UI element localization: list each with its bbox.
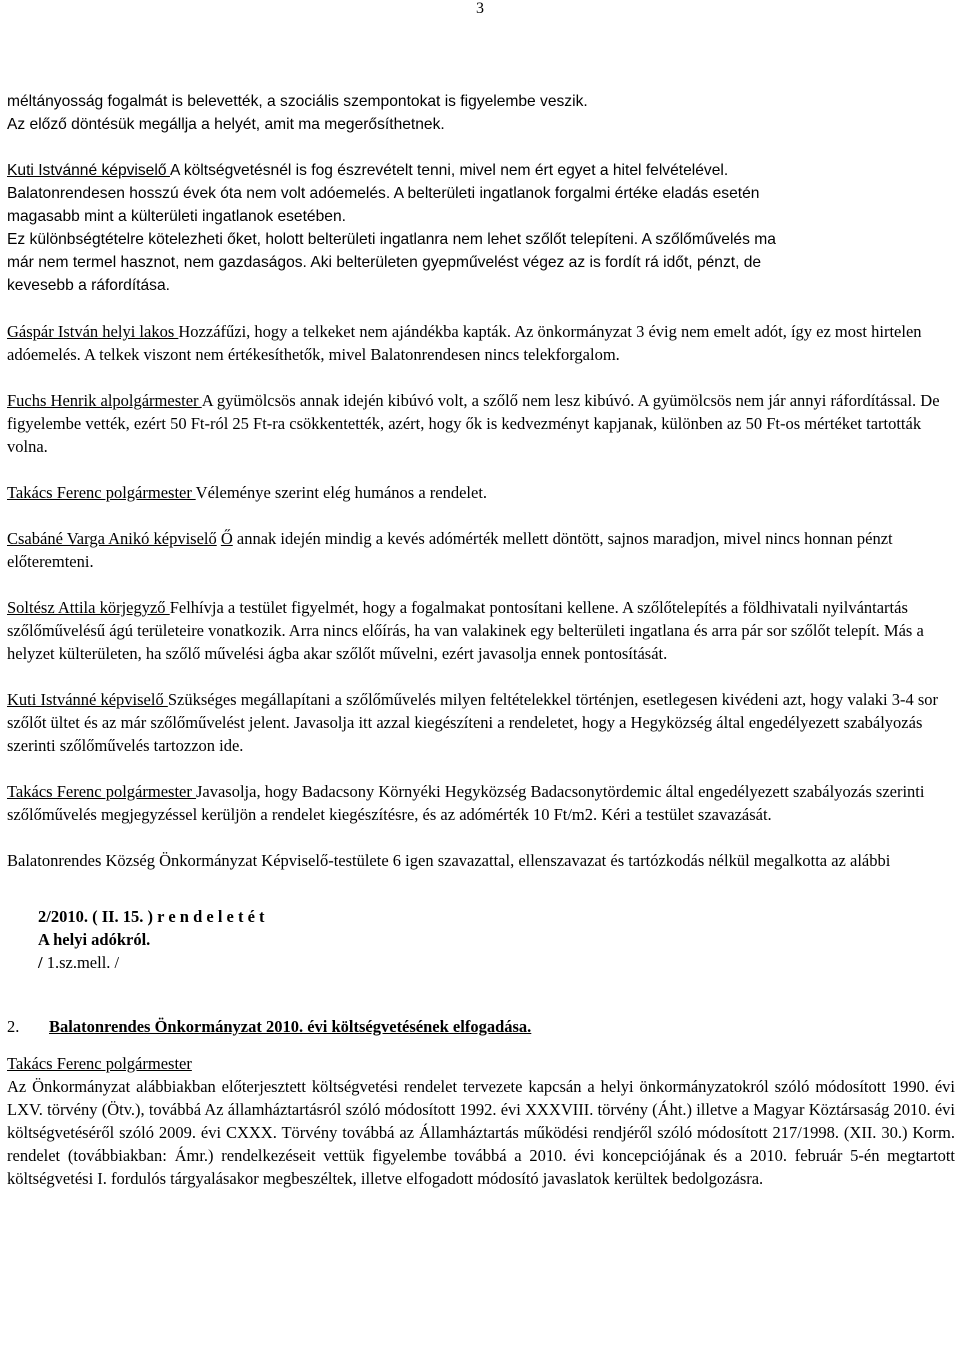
paragraph-line: Az előző döntésük megállja a helyét, amit ma megerősíthetnek. xyxy=(7,116,445,133)
speaker-paragraph xyxy=(7,780,955,826)
speaker-paragraph xyxy=(7,159,955,182)
speaker-paragraph xyxy=(7,596,955,665)
speaker-name: Gáspár István helyi lakos xyxy=(7,322,179,341)
speech-text: A belterületi ingatlanok forgalmi értéke eladás esetén xyxy=(390,185,760,202)
paragraph-line xyxy=(7,228,955,251)
speaker-paragraph xyxy=(7,688,955,757)
paragraph-line: méltányosság fogalmát is belevették, a szociális szempontokat is figyelembe veszik. xyxy=(7,93,588,110)
speaker-paragraph xyxy=(7,481,955,504)
speaker-paragraph xyxy=(7,527,955,573)
document-body xyxy=(7,90,955,1190)
speaker-name: Takács Ferenc polgármester xyxy=(7,1054,192,1073)
speech-text: annak idején mindig a kevés adómérték mellett döntött, sajnos maradjon, mivel nincs honnan pénzt előteremteni. xyxy=(7,529,893,571)
speech-text: Balatonrendesen hosszú évek óta nem volt adóemelés. xyxy=(7,185,391,202)
speaker-name: Kuti Istvánné képviselő xyxy=(7,690,168,709)
paragraph-line xyxy=(7,251,955,274)
decree-attachment xyxy=(38,951,955,974)
agenda-number: 2. xyxy=(7,1017,20,1036)
speech-text: A költségvetésnél is fog észrevételt tenni, mivel nem ért egyet a hitel felvételével. xyxy=(169,162,729,179)
speaker-paragraph xyxy=(7,389,955,458)
speaker-name: Fuchs Henrik alpolgármester xyxy=(7,391,202,410)
decree-attachment-text: 1.sz.mell. / xyxy=(42,953,120,972)
decree-number: 2/2010. ( II. 15. ) r e n d e l e t é t xyxy=(38,907,265,926)
paragraph-line: kevesebb a ráfordítása. xyxy=(7,277,170,294)
speaker-name: Csabáné Varga Anikó képviselő xyxy=(7,529,217,548)
resolution-paragraph: Balatonrendes Község Önkormányzat Képviselő-testülete 6 igen szavazattal, ellenszavazat és tartózkodás nélkül megalkotta az alábbi xyxy=(7,851,891,870)
agenda-item xyxy=(7,1015,955,1038)
speaker-name: Soltész Attila körjegyző xyxy=(7,598,170,617)
first-word: Ő xyxy=(220,529,233,548)
speaker-name: Takács Ferenc polgármester xyxy=(7,483,196,502)
decree-title: A helyi adókról. xyxy=(38,930,151,949)
decree-block xyxy=(38,905,955,974)
speech-text: Szükséges megállapítani a szőlőművelés milyen feltételekkel történjen, esetlegesen kivédeni azt, hogy valaki 3-4 sor szőlőt ültet és az már szőlőművelést jelent. Javasolja itt azzal kiegészíteni a rendeletet, hogy a Hegyközség által engedélyezett szabályozás szerinti szőlőművelés tartozzon ide. xyxy=(7,690,939,755)
speech-text: A szőlőművelés ma xyxy=(638,231,776,248)
page-number: 3 xyxy=(476,0,484,17)
speech-text: Aki belterületen gyepművelést végez az is fordít rá időt, pénzt, de xyxy=(306,254,762,271)
paragraph-line: magasabb mint a külterületi ingatlanok esetében. xyxy=(7,208,346,225)
speaker-name: Takács Ferenc polgármester xyxy=(7,782,196,801)
speech-text: Ez különbségtételre kötelezheti őket, holott belterületi ingatlanra nem lehet szőlőt telepíteni. xyxy=(7,231,639,248)
agenda-title: Balatonrendes Önkormányzat 2010. évi költségvetésének elfogadása. xyxy=(49,1017,532,1036)
speech-text: Hozzáfűzi, hogy a telkeket nem ajándékba kapták. Az önkormányzat 3 évig nem emelt adót, így ez most hirtelen adóemelés. A telkek viszont nem értékesíthetők, mivel Balatonrendesen nincs telekforgalom. xyxy=(7,322,922,364)
speech-text: már nem termel hasznot, nem gazdaságos. xyxy=(7,254,307,271)
speaker-paragraph xyxy=(7,320,955,366)
speaker-name: Kuti Istvánné képviselő xyxy=(7,162,170,179)
paragraph-line xyxy=(7,182,955,205)
speech-text: Felhívja a testület figyelmét, hogy a fogalmakat pontosítani kellene. A szőlőtelepítés a földhivatali nyilvántartás szőlőművelésű ágú területeire vonatkozik. Arra nincs előírás, ha van valakinek egy belterületi ingatlana és arra pár sor szőlőt telepít. Más a helyzet külterületen, ha szőlő művelési ágba akar szőlőt művelni, ezért javasolja ennek pontosítását. xyxy=(7,598,924,663)
speech-text: Véleménye szerint elég humános a rendelet. xyxy=(195,483,488,502)
speaker-heading xyxy=(7,1052,955,1075)
speech-text: A gyümölcsös annak idején kibúvó volt, a szőlő nem lesz kibúvó. A gyümölcsös nem jár annyi ráfordítással. De figyelembe vették, ezért 50 Ft-ról 25 Ft-ra csökkentették, azért, hogy ők is kedvezményt kapjanak, különben az 50 Ft-os mértéket tartották volna. xyxy=(7,391,940,456)
decree-slash: / xyxy=(38,953,43,972)
budget-paragraph: Az Önkormányzat alábbiakban előterjesztett költségvetési rendelet tervezete kapcsán a helyi önkormányzatokról szóló módosított 1990. évi LXV. törvény (Ötv.), továbbá Az államháztartásról szóló módosított 1992. évi XXXVIII. törvény (Áht.) illetve a Magyar Köztársaság 2010. évi költségvetéséről szóló 2009. évi CXXX. Törvény továbbá az Államháztartás működési rendjéről szóló módosított 217/1998. (XII. 30.) Korm. rendelet (továbbiakban: Ámr.) rendelkezéseit vettük figyelembe továbbá a 2010. évi koncepciójának és a 2010. február 5-én megtartott költségvetési I. fordulós tárgyalásakor megbeszéltek, illetve elfogadott módosító javaslatok kerültek bedolgozásra. xyxy=(7,1077,955,1188)
speech-text: Javasolja, hogy Badacsony Környéki Hegyközség Badacsonytördemic által engedélyezett szabályozás szerinti szőlőművelés megjegyzéssel kerüljön a rendelet kiegészítésre, és az adómérték 10 Ft/m2. Kéri a testület szavazását. xyxy=(7,782,925,824)
